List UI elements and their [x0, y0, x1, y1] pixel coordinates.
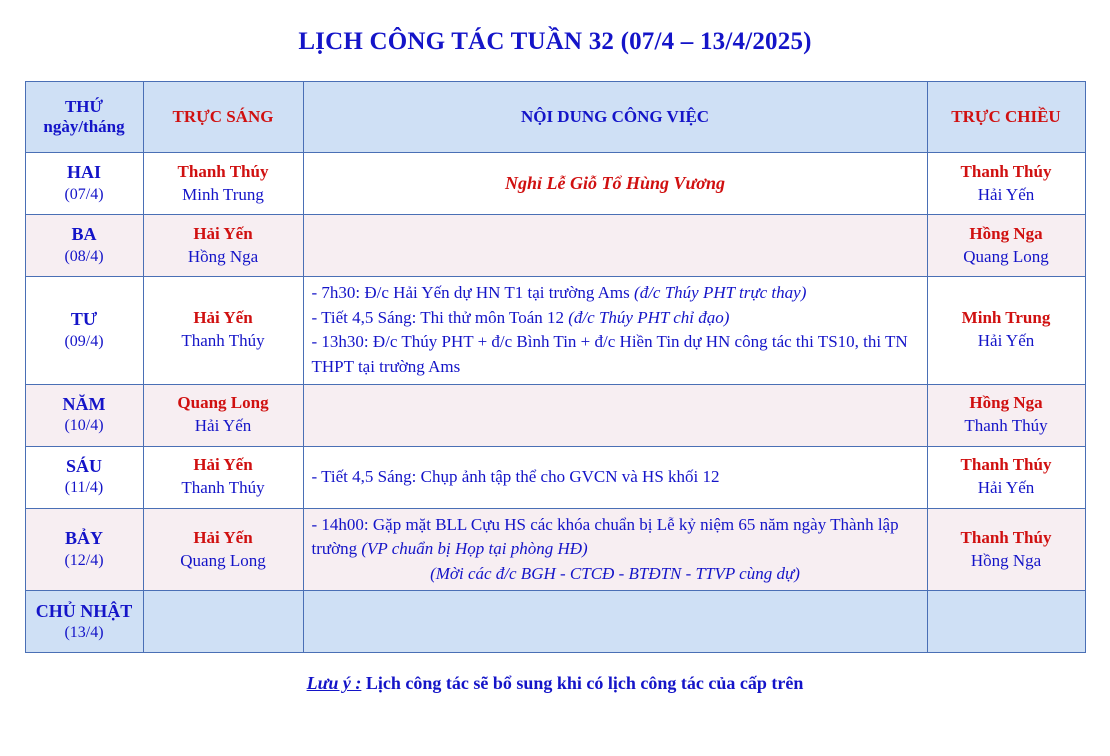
content-line: - 7h30: Đ/c Hải Yến dự HN T1 tại trường Ams (đ/c Thúy PHT trực thay): [311, 283, 807, 302]
day-date: (09/4): [64, 332, 104, 350]
morning-duty-cell: [143, 215, 303, 277]
column-header-day-sub: ngày/tháng: [43, 117, 125, 136]
day-of-week: BA: [71, 224, 97, 245]
row-day-cell: [25, 384, 143, 446]
content-line: - Tiết 4,5 Sáng: Thi thử môn Toán 12 (đ/c Thúy PHT chỉ đạo): [311, 307, 730, 327]
afternoon-duty-cell: [927, 384, 1085, 446]
afternoon-duty-cell: [927, 277, 1085, 385]
day-date: (11/4): [64, 479, 104, 497]
duty-name-secondary: Quang Long: [180, 550, 266, 570]
table-row: [25, 215, 1085, 277]
duty-name-primary: Hải Yến: [193, 223, 253, 243]
day-date: (13/4): [64, 624, 104, 642]
duty-name-primary: Thanh Thúy: [960, 527, 1052, 547]
duty-name-secondary: Quang Long: [963, 246, 1049, 266]
morning-duty-cell: [143, 153, 303, 215]
weekly-schedule-table: [25, 81, 1086, 653]
duty-name-secondary: Hồng Nga: [187, 246, 259, 266]
day-date: (08/4): [64, 247, 104, 265]
duty-name-primary: Hồng Nga: [969, 223, 1043, 243]
content-cell: [303, 215, 927, 277]
content-cell: Nghỉ Lễ Giỗ Tổ Hùng Vương: [303, 153, 927, 215]
table-body: [25, 153, 1085, 653]
row-day-cell: [25, 508, 143, 591]
column-header-afternoon: TRỰC CHIỀU: [927, 82, 1085, 153]
duty-name-primary: Hải Yến: [193, 527, 253, 547]
footer-note-text: Lịch công tác sẽ bổ sung khi có lịch công tác của cấp trên: [361, 673, 804, 694]
duty-name-primary: Thanh Thúy: [177, 161, 269, 181]
afternoon-duty-cell: [927, 153, 1085, 215]
content-line: - 13h30: Đ/c Thúy PHT + đ/c Bình Tin + đ/c Hiền Tin dự HN công tác thi TS10, thi TN THPT tại trường Ams: [311, 332, 908, 376]
duty-name-secondary: Thanh Thúy: [964, 416, 1048, 436]
content-cell: [303, 277, 927, 385]
day-of-week: NĂM: [62, 393, 106, 414]
table-row: [25, 508, 1085, 591]
duty-name-secondary: Thanh Thúy: [181, 478, 265, 498]
table-row: [25, 153, 1085, 215]
morning-duty-cell: [143, 446, 303, 508]
content-cell: [303, 508, 927, 591]
content-cell: [303, 384, 927, 446]
table-row: [25, 384, 1085, 446]
table-row: [25, 446, 1085, 508]
duty-name-primary: Thanh Thúy: [960, 455, 1052, 475]
duty-name-primary: Hải Yến: [193, 455, 253, 475]
afternoon-duty-cell: [927, 591, 1085, 653]
row-day-cell: [25, 153, 143, 215]
content-cell: [303, 591, 927, 653]
table-row: [25, 591, 1085, 653]
day-date: (12/4): [64, 551, 104, 569]
duty-name-primary: Minh Trung: [961, 308, 1051, 328]
row-day-cell: [25, 591, 143, 653]
day-of-week: TƯ: [70, 309, 98, 330]
day-of-week: CHỦ NHẬT: [35, 600, 133, 621]
afternoon-duty-cell: [927, 215, 1085, 277]
column-header-morning: TRỰC SÁNG: [143, 82, 303, 153]
day-of-week: SÁU: [65, 455, 102, 476]
morning-duty-cell: [143, 384, 303, 446]
duty-name-secondary: Minh Trung: [182, 184, 264, 204]
page-title: LỊCH CÔNG TÁC TUẦN 32 (07/4 – 13/4/2025): [298, 28, 812, 55]
column-header-day: [25, 82, 143, 153]
duty-name-secondary: Hồng Nga: [970, 550, 1042, 570]
table-header: [25, 82, 1085, 153]
table-row: [25, 277, 1085, 385]
content-cell: [303, 446, 927, 508]
duty-name-primary: Thanh Thúy: [960, 161, 1052, 181]
afternoon-duty-cell: [927, 508, 1085, 591]
duty-name-secondary: Hải Yến: [977, 478, 1035, 498]
column-header-day-main: THỨ: [64, 97, 104, 117]
morning-duty-cell: [143, 508, 303, 591]
content-line: (Mời các đ/c BGH - CTCĐ - BTĐTN - TTVP cùng dự): [430, 563, 800, 583]
morning-duty-cell: [143, 277, 303, 385]
row-day-cell: [25, 446, 143, 508]
footer-note-label: Lưu ý :: [306, 673, 362, 694]
duty-name-primary: Hải Yến: [193, 308, 253, 328]
duty-name-primary: Quang Long: [177, 393, 269, 413]
duty-name-secondary: Hải Yến: [194, 416, 252, 436]
day-date: (07/4): [64, 185, 104, 203]
day-of-week: BẢY: [64, 528, 103, 549]
morning-duty-cell: [143, 591, 303, 653]
column-header-content: NỘI DUNG CÔNG VIỆC: [303, 82, 927, 153]
duty-name-secondary: Hải Yến: [977, 184, 1035, 204]
duty-name-primary: Hồng Nga: [969, 393, 1043, 413]
content-line: - 14h00: Gặp mặt BLL Cựu HS các khóa chuẩn bị Lễ kỷ niệm 65 năm ngày Thành lập trường (VP chuẩn bị Họp tại phòng HĐ): [311, 514, 899, 559]
row-day-cell: [25, 277, 143, 385]
footer-note: [0, 673, 1110, 694]
content-line: - Tiết 4,5 Sáng: Chụp ảnh tập thể cho GVCN và HS khối 12: [311, 466, 720, 486]
row-day-cell: [25, 215, 143, 277]
duty-name-secondary: Hải Yến: [977, 331, 1035, 351]
afternoon-duty-cell: [927, 446, 1085, 508]
duty-name-secondary: Thanh Thúy: [181, 331, 265, 351]
day-of-week: HAI: [66, 162, 101, 183]
day-date: (10/4): [64, 417, 104, 435]
